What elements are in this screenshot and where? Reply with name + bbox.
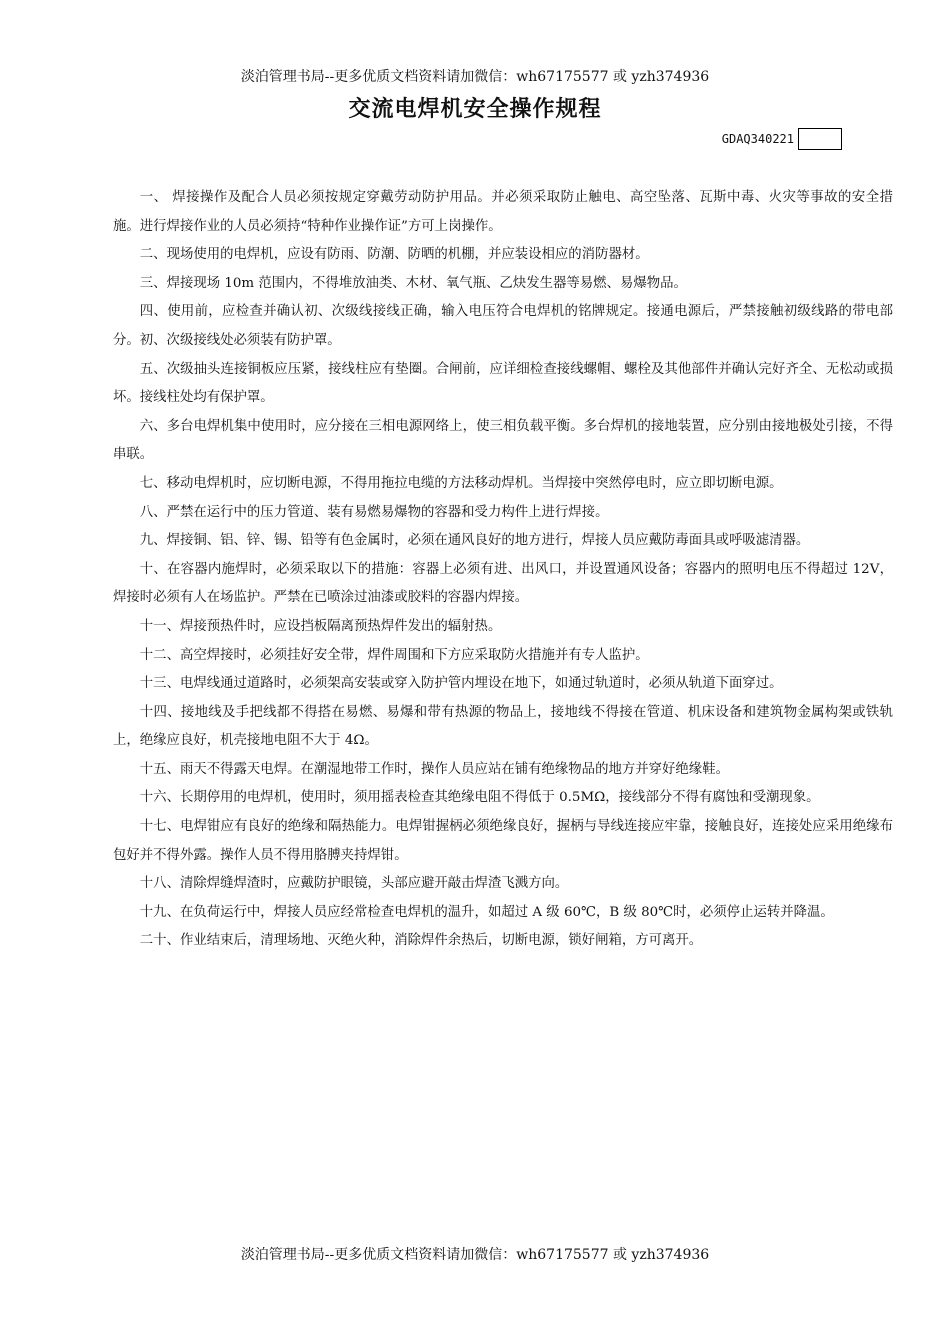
regulation-item: 九、焊接铜、铝、锌、锡、铅等有色金属时，必须在通风良好的地方进行，焊接人员应戴防毒面具或呼吸滤清器。: [139, 533, 810, 549]
regulation-item: 十四、接地线及手把线都不得搭在易燃、易爆和带有热源的物品上，接地线不得接在管道、机床设备和建筑物金属构架或铁轨上，绝缘应良好，机壳接地电阻不大于 4Ω。: [113, 704, 893, 749]
regulation-item: 一、 焊接操作及配合人员必须按规定穿戴劳动防护用品。并必须采取防止触电、高空坠落、瓦斯中毒、火灾等事故的安全措施。进行焊接作业的人员必须持“特种作业操作证”方可上岗操作。: [113, 190, 893, 234]
header-watermark-note: 淡泊管理书局--更多优质文档资料请加微信：wh67175577 或 yzh374936: [240, 69, 710, 85]
regulation-item: 十六、长期停用的电焊机，使用时，须用摇表检查其绝缘电阻不得低于 0.5MΩ，接线部分不得有腐蚀和受潮现象。: [139, 790, 820, 806]
regulation-item: 十七、电焊钳应有良好的绝缘和隔热能力。电焊钳握柄必须绝缘良好，握柄与导线连接应牢靠，接触良好，连接处应采用绝缘布包好并不得外露。操作人员不得用胳膊夹持焊钳。: [113, 819, 893, 863]
regulation-item: 二十、作业结束后，清理场地、灭绝火种，消除焊件余热后，切断电源，锁好闸箱，方可离开。: [139, 933, 703, 949]
regulation-item: 十八、清除焊缝焊渣时，应戴防护眼镜，头部应避开敲击焊渣飞溅方向。: [139, 876, 569, 892]
footer-watermark-note: 淡泊管理书局--更多优质文档资料请加微信：wh67175577 或 yzh374936: [240, 1247, 710, 1263]
document-code: GDAQ340221: [721, 132, 794, 146]
regulation-item: 二、现场使用的电焊机，应设有防雨、防潮、防晒的机棚，并应装设相应的消防器材。: [139, 247, 649, 263]
regulation-item: 七、移动电焊机时，应切断电源，不得用拖拉电缆的方法移动焊机。当焊接中突然停电时，应立即切断电源。: [139, 475, 783, 491]
regulation-item: 六、多台电焊机集中使用时，应分接在三相电源网络上，使三相负载平衡。多台焊机的接地装置，应分别由接地极处引接，不得串联。: [113, 418, 893, 463]
regulation-body: [113, 184, 893, 956]
regulation-item: 五、次级抽头连接铜板应压紧，接线柱应有垫圈。合闸前，应详细检查接线螺帽、螺栓及其他部件并确认完好齐全、无松动或损坏。接线柱处均有保护罩。: [113, 361, 893, 406]
regulation-item: 十三、电焊线通过道路时，必须架高安装或穿入防护管内埋设在地下，如通过轨道时，必须从轨道下面穿过。: [139, 676, 783, 692]
regulation-item: 四、使用前，应检查并确认初、次级线接线正确，输入电压符合电焊机的铭牌规定。接通电源后，严禁接触初级线路的带电部分。初、次级接线处必须装有防护罩。: [113, 304, 893, 348]
document-code-row: [722, 128, 842, 150]
document-title: 交流电焊机安全操作规程: [348, 97, 602, 122]
regulation-item: 十、在容器内施焊时，必须采取以下的措施：容器上必须有进、出风口，并设置通风设备；容器内的照明电压不得超过 12V，焊接时必须有人在场监护。严禁在已喷涂过油漆或胶料的容器内焊接。: [113, 561, 893, 606]
regulation-item: 十五、雨天不得露天电焊。在潮湿地带工作时，操作人员应站在铺有绝缘物品的地方并穿好绝缘鞋。: [139, 761, 729, 777]
regulation-item: 八、严禁在运行中的压力管道、装有易燃易爆物的容器和受力构件上进行焊接。: [139, 504, 609, 520]
regulation-item: 十一、焊接预热件时，应设挡板隔离预热焊件发出的辐射热。: [139, 618, 502, 634]
regulation-item: 三、焊接现场 10m 范围内，不得堆放油类、木材、氧气瓶、乙炔发生器等易燃、易爆物品。: [139, 275, 687, 291]
regulation-item: 十九、在负荷运行中，焊接人员应经常检查电焊机的温升，如超过 A 级 60℃，B 级 80℃时，必须停止运转并降温。: [139, 904, 834, 920]
regulation-item: 十二、高空焊接时，必须挂好安全带，焊件周围和下方应采取防火措施并有专人监护。: [139, 647, 649, 663]
document-code-box: [798, 128, 842, 150]
